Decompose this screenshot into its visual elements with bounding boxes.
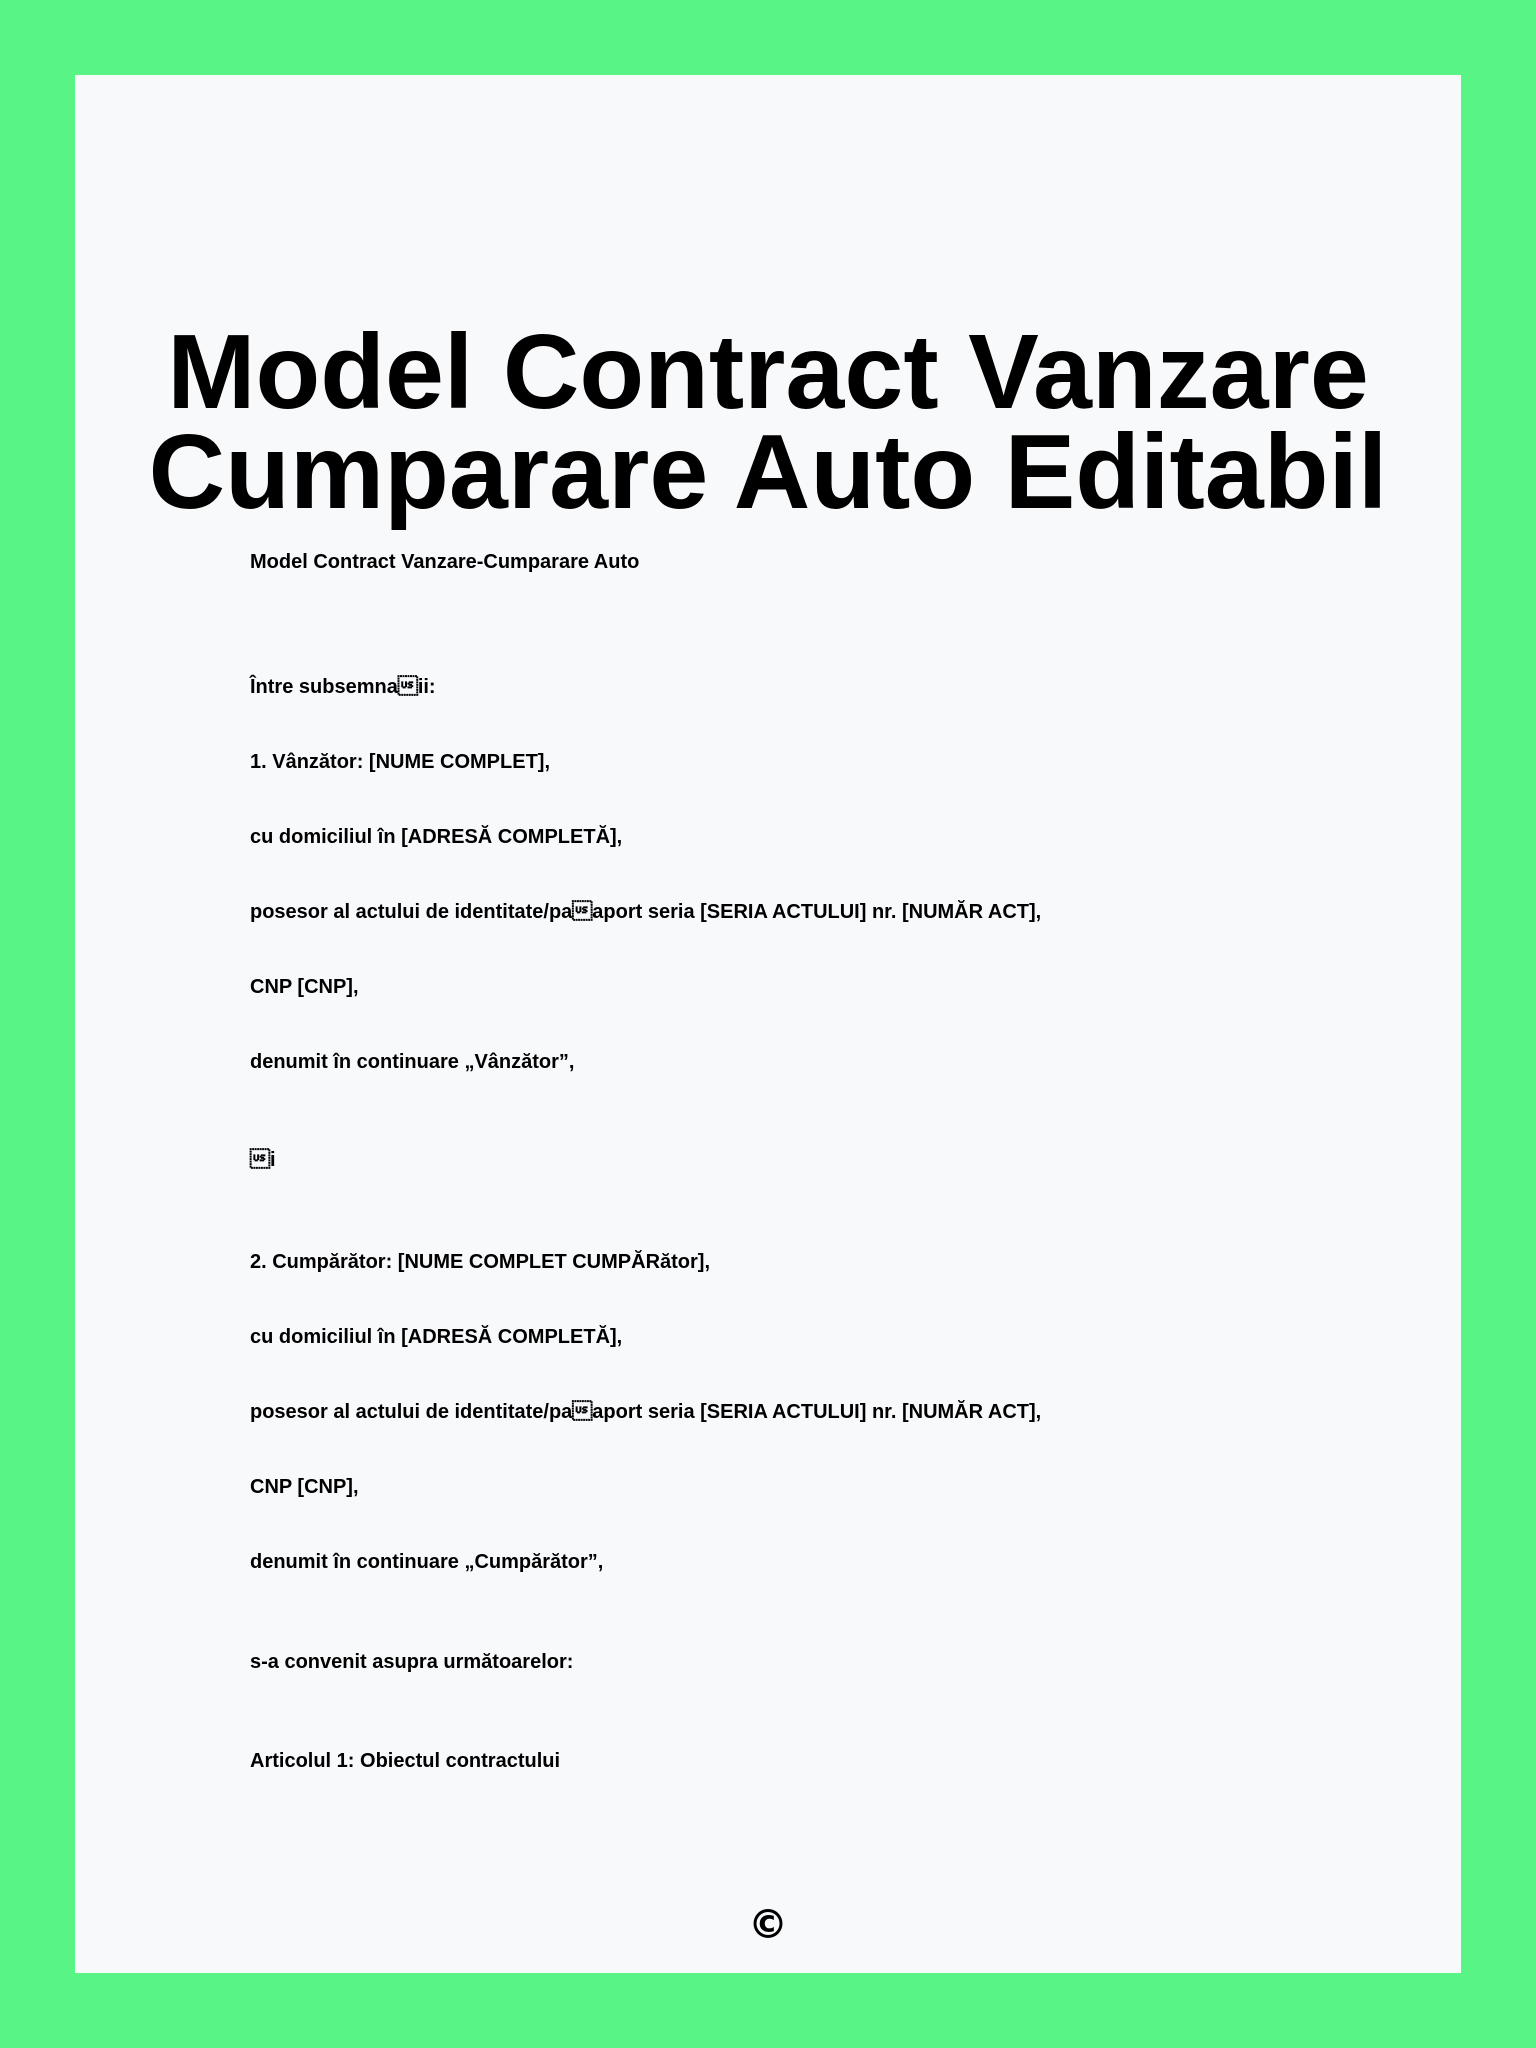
- contract-heading: Model Contract Vanzare-Cumparare Auto: [250, 551, 640, 573]
- article-1-heading: Articolul 1: Obiectul contractului: [250, 1750, 561, 1772]
- document-title-line-1: Model Contract Vanzare: [167, 313, 1369, 431]
- document-title: [75, 313, 1461, 531]
- buyer-id-line: posesor al actului de identitate/pa aport seria [SERIA ACTULUI] nr. [NUMĂR ACT],: [250, 1401, 1042, 1423]
- buyer-name-line: 2. Cumpărător: [NUME COMPLET CUMPĂRător],: [250, 1251, 711, 1273]
- parties-intro: Între subsemna ii:: [250, 676, 436, 698]
- agreement-line: s-a convenit asupra următoarelor:: [250, 1651, 574, 1673]
- buyer-cnp-line: CNP [CNP],: [250, 1476, 359, 1498]
- seller-name-line: 1. Vânzător: [NUME COMPLET],: [250, 751, 551, 773]
- seller-cnp-line: CNP [CNP],: [250, 976, 359, 998]
- seller-id-line: posesor al actului de identitate/pa aport seria [SERIA ACTULUI] nr. [NUMĂR ACT],: [250, 901, 1042, 923]
- seller-designation-line: denumit în continuare „Vânzător”,: [250, 1051, 575, 1073]
- conjunction-line: i: [250, 1149, 276, 1171]
- buyer-designation-line: denumit în continuare „Cumpărător”,: [250, 1551, 604, 1573]
- buyer-address-line: cu domiciliul în [ADRESĂ COMPLETĂ],: [250, 1326, 623, 1348]
- document-page: [75, 75, 1461, 1973]
- copyright-icon: ©: [748, 1902, 788, 1948]
- seller-address-line: cu domiciliul în [ADRESĂ COMPLETĂ],: [250, 826, 623, 848]
- document-title-line-2: Cumparare Auto Editabil: [148, 413, 1388, 531]
